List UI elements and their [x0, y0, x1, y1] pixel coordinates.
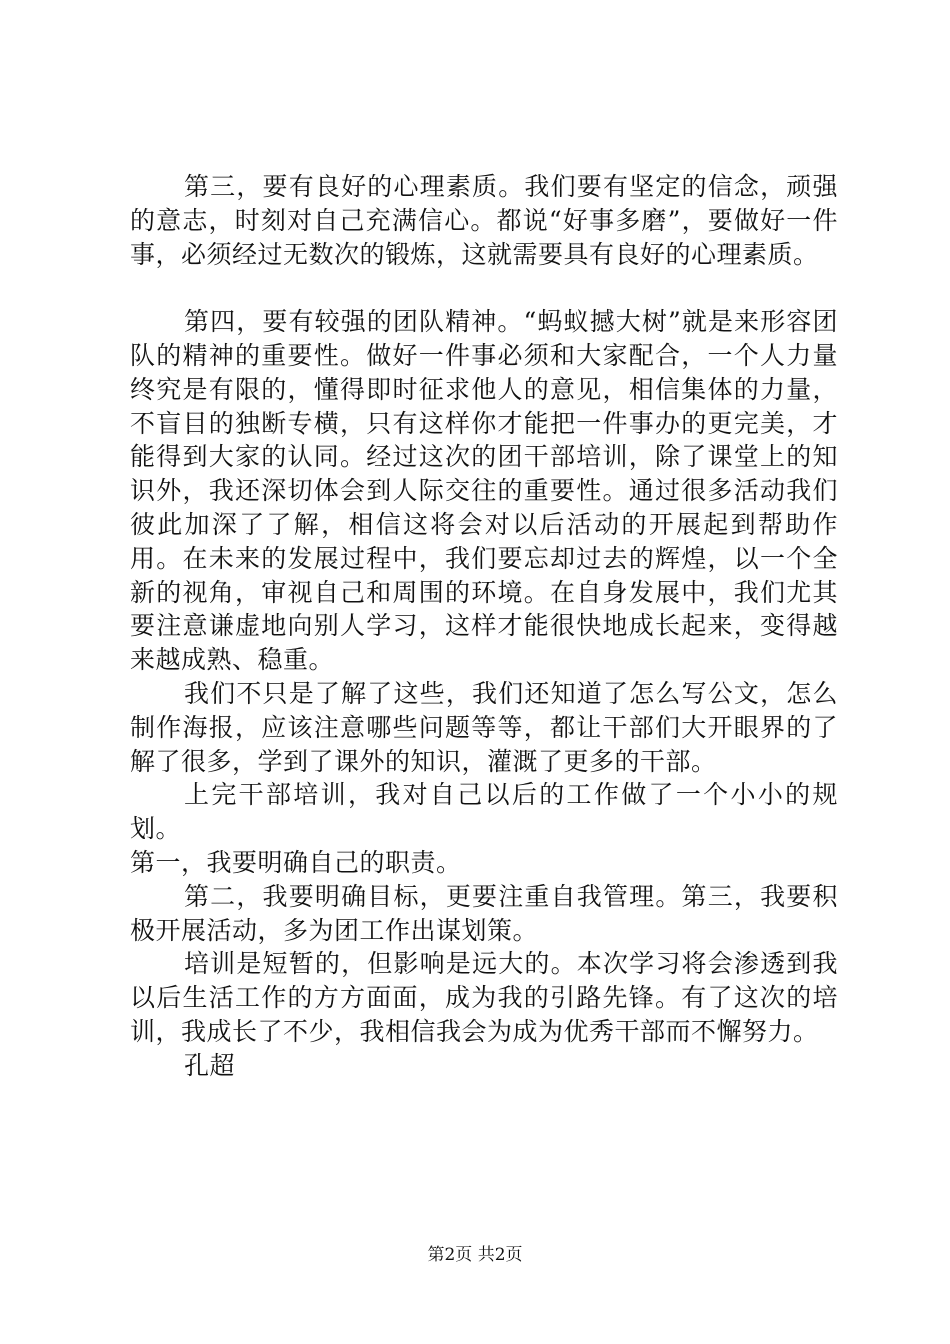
paragraph-psychological-quality: 第三，要有良好的心理素质。我们要有坚定的信念，顽强的意志，时刻对自己充满信心。都说“好事多磨”，要做好一件事，必须经过无数次的锻炼，这就需要具有良好的心理素质。 [130, 172, 838, 269]
paragraph-team-spirit: 第四，要有较强的团队精神。“蚂蚁撼大树”就是来形容团队的精神的重要性。做好一件事必须和大家配合，一个人力量终究是有限的，懂得即时征求他人的意见，相信集体的力量，不盲目的独断专横，只有这样你才能把一件事办的更完美，才能得到大家的认同。经过这次的团干部培训，除了课堂上的知识外，我还深切体会到人际交往的重要性。通过很多活动我们彼此加深了了解，相信这将会对以后活动的开展起到帮助作用。在未来的发展过程中，我们要忘却过去的辉煌，以一个全新的视角，审视自己和周围的环境。在自身发展中，我们尤其要注意谦虚地向别人学习，这样才能很快地成长起来，变得越来越成熟、稳重。 [130, 307, 838, 675]
paragraph-learned-skills: 我们不只是了解了这些，我们还知道了怎么写公文，怎么制作海报，应该注意哪些问题等等，都让干部们大开眼界的了解了很多，学到了课外的知识，灌溉了更多的干部。 [130, 678, 838, 776]
paragraph-work-plan-intro: 上完干部培训，我对自己以后的工作做了一个小小的规划。 [130, 780, 838, 844]
page-number-label: 第2页 共2页 [427, 1245, 523, 1265]
paragraph-conclusion: 培训是短暂的，但影响是远大的。本次学习将会渗透到我以后生活工作的方方面面，成为我的引路先锋。有了这次的培训，我成长了不少，我相信我会为成为优秀干部而不懈努力。 [130, 949, 838, 1046]
page-footer [0, 1244, 950, 1266]
author-signature: 孔超 [184, 1050, 236, 1080]
paragraph-plan-first: 第一，我要明确自己的职责。 [130, 847, 462, 877]
paragraph-plan-second-third: 第二，我要明确目标，更要注重自我管理。第三，我要积极开展活动，多为团工作出谋划策。 [130, 881, 838, 945]
document-body [130, 170, 838, 1083]
